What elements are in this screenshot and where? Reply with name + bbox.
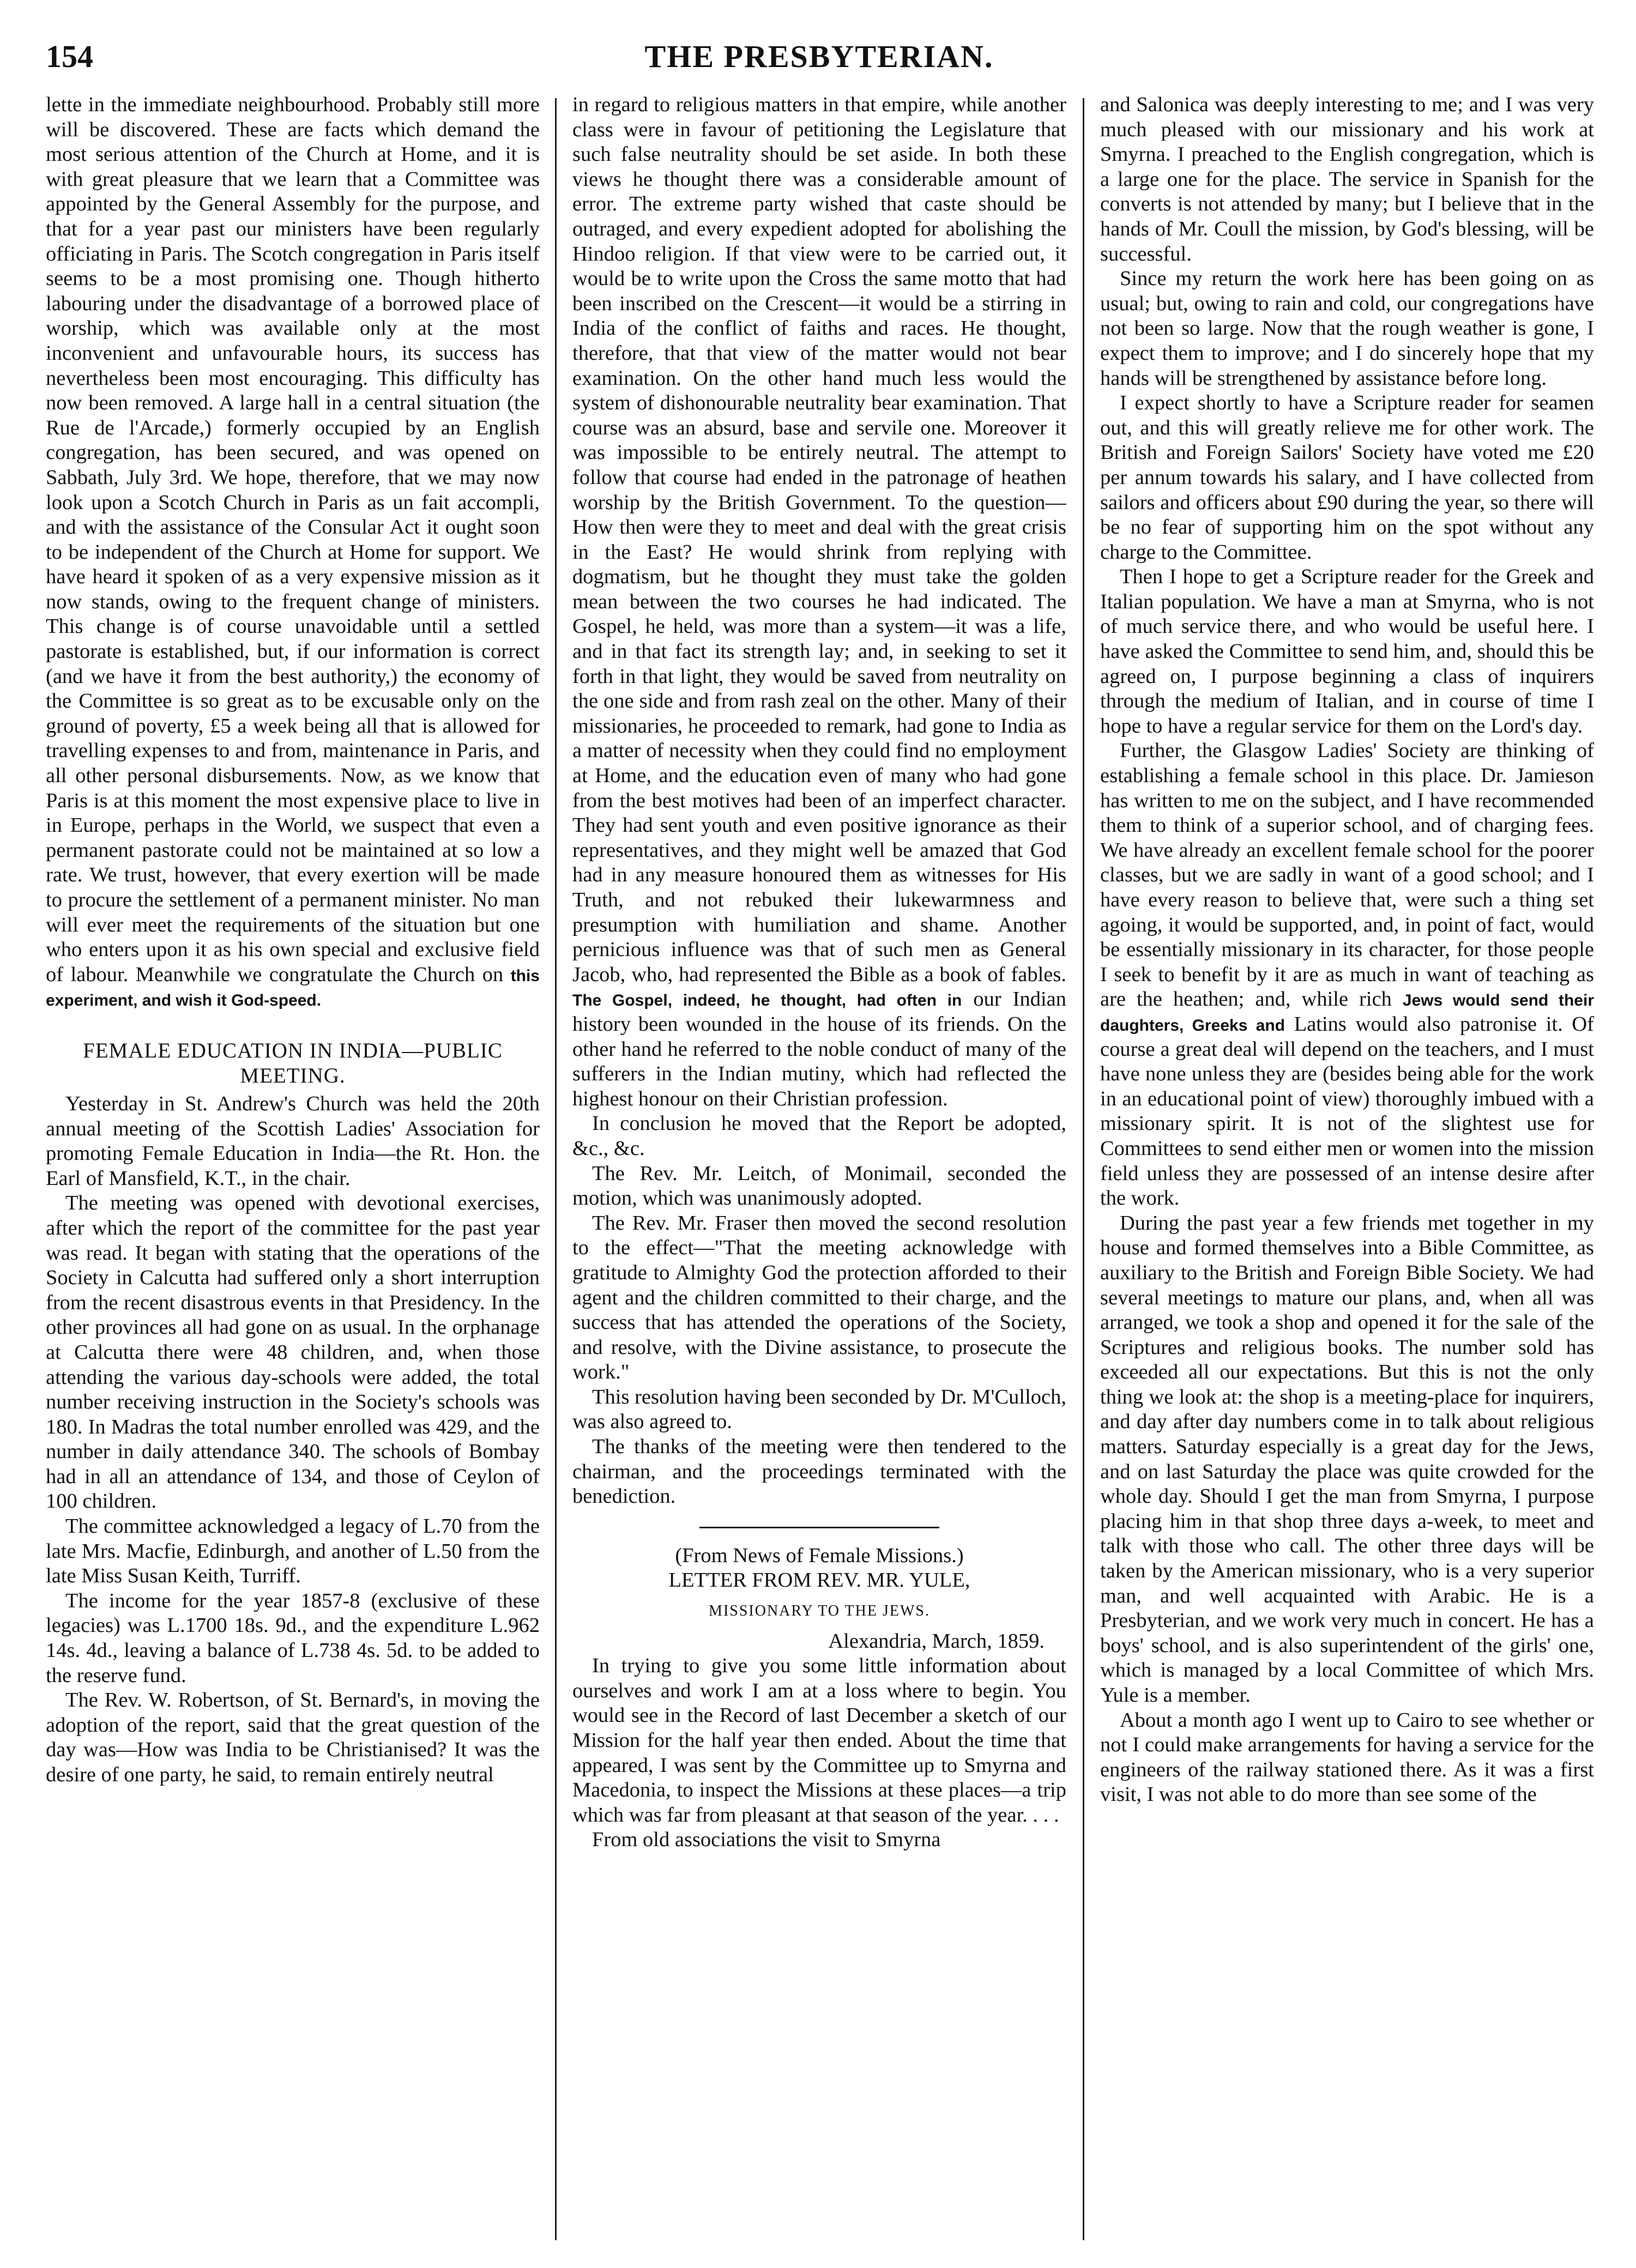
paragraph: The meeting was opened with devotional exercises, after which the report of the committee for the past year was read. It began with stating that the operations of the Society in Calcutta had suffered only a short interruption from the recent disastrous events in that Presidency. In the other provinces all had gone on as usual. In the orphanage at Calcutta there were 48 children, and, when those attending the various day-schools were added, the total number receiving instruction in the Society's schools was 180. In Madras the total number enrolled was 429, and the number in daily attendance 340. The schools of Bombay had in all an attendance of 134, and those of Ceylon of 100 children. xyxy=(46,1192,540,1513)
dateline: Alexandria, March, 1859. xyxy=(828,1629,1045,1653)
bold-text: Jews would send their daughters, Greeks and xyxy=(1100,991,1594,1035)
paragraph xyxy=(572,93,1066,1111)
paragraph-text: in regard to religious matters in that empire, while another class were in favour of petitioning the Legislature that such false neutrality should be set aside. In both these views he thought there was a considerable amount of error. The extreme party wished that caste should be outraged, and every expedient adopted for abolishing the Hindoo religion. If that view were to be carried out, it would be to write upon the Cross the same motto that had been inscribed on the Crescent—it would be a stirring in India of the conflict of faiths and races. He thought, therefore, that that view of the matter would not bear examination. On the other hand much less would the system of dishonourable neutrality bear examination. That course was an absurd, base and servile one. Moreover it was impossible to be entirely neutral. The attempt to follow that course had ended in the patronage of heathen worship by the British Government. To the question—How then were they to meet and deal with the great crisis in the East? He would shrink from replying with dogmatism, but he thought they must take the golden mean between the two courses he had indicated. The Gospel, he held, was more than a system—it was a life, and in that fact its strength lay; and, in seeking to set it forth in that light, they would be saved from neutrality on the one side and from rash zeal on the other. Many of their missionaries, he proceeded to remark, had gone to India as a matter of necessity when they could find no employment at Home, and the education even of many who had gone from the best motives had been of an imperfect character. They had sent youth and even positive ignorance as their representatives, and they might well be amazed that God had in any measure honoured them as witnesses for His Truth, and not rebuked their lukewarmness and presumption with humiliation and shame. Another pernicious influence was that of such men as General Jacob, who, had represented the Bible as a book of fables. xyxy=(572,93,1066,986)
section-title: FEMALE EDUCATION IN INDIA—PUBLIC MEETING. xyxy=(83,1038,503,1087)
paragraph: The Rev. W. Robertson, of St. Bernard's, in moving the adoption of the report, said that the great question of the day was—How was India to be Christianised? It was the desire of one party, he said, to remain entirely neutral xyxy=(46,1689,540,1786)
paragraph-text: Latins would also patronise it. Of course a great deal will depend on the teachers, and I must have none unless they are (besides being able for the work in an educational point of view) thoroughly imbued with a missionary spirit. It is not of the slightest use for Committees to send either men or women into the mission field unless they are possessed of an intense desire after the work. xyxy=(1100,1012,1594,1210)
column-1 xyxy=(46,93,540,2246)
paragraph: In trying to give you some little information about ourselves and work I am at a loss where to begin. You would see in the Record of last December a sketch of our Mission for the half year then ended. About the time that appeared, I was sent by the Committee up to Smyrna and Macedonia, to inspect the Missions at these places—a trip which was far from pleasant at that season of the year. . . . xyxy=(572,1654,1066,1827)
article-columns xyxy=(46,93,1594,2246)
paragraph xyxy=(46,93,540,1012)
source-line: (From News of Female Missions.) xyxy=(675,1544,964,1567)
paragraph: I expect shortly to have a Scripture reader for seamen out, and this will greatly relieve me for other work. The British and Foreign Sailors' Society have voted me £20 per annum towards his salary, and I have collected from sailors and officers about £90 during the year, so there will be no fear of supporting him on the spot without any charge to the Committee. xyxy=(1100,391,1594,564)
paragraph: About a month ago I went up to Cairo to see whether or not I could make arrangements for having a service for the engineers of the railway stationed there. As it was a first visit, I was not able to do more than see some of the xyxy=(1100,1708,1594,1806)
paragraph: The thanks of the meeting were then tendered to the chairman, and the proceedings terminated with the benediction. xyxy=(572,1435,1066,1508)
running-title: THE PRESBYTERIAN. xyxy=(644,39,994,74)
letter-title: LETTER FROM REV. MR. YULE, xyxy=(668,1569,970,1592)
column-3 xyxy=(1100,93,1594,2246)
paragraph: From old associations the visit to Smyrna xyxy=(592,1828,941,1852)
paragraph-text: Further, the Glasgow Ladies' Society are thinking of establishing a female school in this place. Dr. Jamieson has written to me on the subject, and I have recommended them to think of a superior school, and of charging fees. We have already an excellent female school for the poorer classes, but we are sadly in want of a good school; and I have every reason to believe that, were such a thing set agoing, it would be supported, and, in point of fact, would be essentially missionary in its character, for those people I seek to benefit by it are as much in want of teaching as are the heathen; and, while rich xyxy=(1100,739,1594,1011)
paragraph: and Salonica was deeply interesting to me; and I was very much pleased with our missionary and his work at Smyrna. I preached to the English congregation, which is a large one for the place. The service in Spanish for the converts is not attended by many; but I believe that in the hands of Mr. Coull the mission, by God's blessing, will be successful. xyxy=(1100,93,1594,265)
bold-text: The Gospel, indeed, he thought, had often in xyxy=(572,991,962,1010)
paragraph: Then I hope to get a Scripture reader for the Greek and Italian population. We have a man at Smyrna, who is not of much service there, and who would be useful here. I have asked the Committee to send him, and, should this be agreed on, I purpose beginning a class of inquirers through the medium of Italian, and in course of time I hope to have a regular service for them on the Lord's day. xyxy=(1100,565,1594,737)
paragraph-text: lette in the immediate neighbourhood. Probably still more will be discovered. These are facts which demand the most serious attention of the Church at Home, and it is with great pleasure that we learn that a Committee was appointed by the General Assembly for the purpose, and that for a year past our ministers have been regularly officiating in Paris. The Scotch congregation in Paris itself seems to be a most promising one. Though hitherto labouring under the disadvantage of a borrowed place of worship, which was available only at the most inconvenient and unfavourable hours, its success has nevertheless been most encouraging. This difficulty has now been removed. A large hall in a central situation (the Rue de l'Arcade,) formerly occupied by an English congregation, has been secured, and was opened on Sabbath, July 3rd. We hope, therefore, that we may now look upon a Scotch Church in Paris as un fait accompli, and with the assistance of the Consular Act it ought soon to be independent of the Church at Home for support. We have heard it spoken of as a very expensive mission as it now stands, owing to the frequent change of ministers. This change is of course unavoidable until a settled pastorate is established, but, if our information is correct (and we have it from the best authority,) the economy of the Committee is so great as to be excusable only on the ground of poverty, £5 a week being all that is allowed for travelling expenses to and from, maintenance in Paris, and all other personal disbursements. Now, as we know that Paris is at this moment the most expensive place to live in in Europe, perhaps in the World, we suspect that even a permanent pastorate could not be maintained at so low a rate. We trust, however, that every exertion will be made to procure the settlement of a permanent minister. No man will ever meet the requirements of the situation but one who enters upon it as his own special and exclusive field of labour. Meanwhile we congratulate the Church on xyxy=(46,93,540,986)
letter-subtitle: MISSIONARY TO THE JEWS. xyxy=(709,1602,930,1620)
page-header xyxy=(35,38,1603,82)
paragraph: In conclusion he moved that the Report be adopted, &c., &c. xyxy=(572,1112,1066,1160)
paragraph: The Rev. Mr. Leitch, of Monimail, seconded the motion, which was unanimously adopted. xyxy=(572,1162,1066,1210)
paragraph: Since my return the work here has been going on as usual; but, owing to rain and cold, our congregations have not been so large. Now that the rough weather is gone, I expect them to improve; and I do sincerely hope that my hands will be strengthened by assistance before long. xyxy=(1100,267,1594,390)
paragraph: This resolution having been seconded by Dr. M'Culloch, was also agreed to. xyxy=(572,1385,1066,1434)
section-divider xyxy=(699,1527,939,1528)
paragraph xyxy=(1100,739,1594,1211)
paragraph: The Rev. Mr. Fraser then moved the second resolution to the effect—"That the meeting acknowledge with gratitude to Almighty God the protection afforded to their agent and the children committed to their charge, and the success that has attended the operations of the Society, and resolve, with the Divine assistance, to prosecute the work." xyxy=(572,1211,1066,1384)
paragraph: Yesterday in St. Andrew's Church was held the 20th annual meeting of the Scottish Ladies' Association for promoting Female Education in India—the Rt. Hon. the Earl of Mansfield, K.T., in the chair. xyxy=(46,1092,540,1190)
paragraph: The income for the year 1857-8 (exclusive of these legacies) was L.1700 18s. 9d., and the expenditure L.962 14s. 4d., leaving a balance of L.738 4s. 5d. to be added to the reserve fund. xyxy=(46,1589,540,1687)
paragraph: During the past year a few friends met together in my house and formed themselves into a Bible Committee, as auxiliary to the British and Foreign Bible Society. We had several meetings to mature our plans, and, when all was arranged, we took a shop and opened it for the sale of the Scriptures and religious books. The number sold has exceeded all our expectations. But this is not the only thing we look at: the shop is a meeting-place for inquirers, and day after day numbers come in to talk about religious matters. Saturday especially is a great day for the Jews, and on last Saturday the place was quite crowded for the whole day. Should I get the man from Smyrna, I purpose placing him in that shop three days a-week, to meet and talk with those who call. The other three days will be taken by the American missionary, who is a very superior man, and well acquainted with Arabic. He is a Presbyterian, and we work very much in concert. He has a boys' school, and is also superintendent of the girls' one, which is managed by a local Committee of which Mrs. Yule is a member. xyxy=(1100,1211,1594,1707)
paragraph-text: our Indian history been wounded in the house of its friends. On the other hand he referred to the noble conduct of many of the sufferers in the Indian mutiny, which had reflected the highest honour on their Christian profession. xyxy=(572,988,1066,1110)
paragraph: The committee acknowledged a legacy of L.70 from the late Mrs. Macfie, Edinburgh, and another of L.50 from the late Miss Susan Keith, Turriff. xyxy=(46,1515,540,1588)
column-2 xyxy=(572,93,1066,2246)
page-number: 154 xyxy=(46,39,93,74)
bold-text: this experiment, and wish it God-speed. xyxy=(46,966,540,1010)
